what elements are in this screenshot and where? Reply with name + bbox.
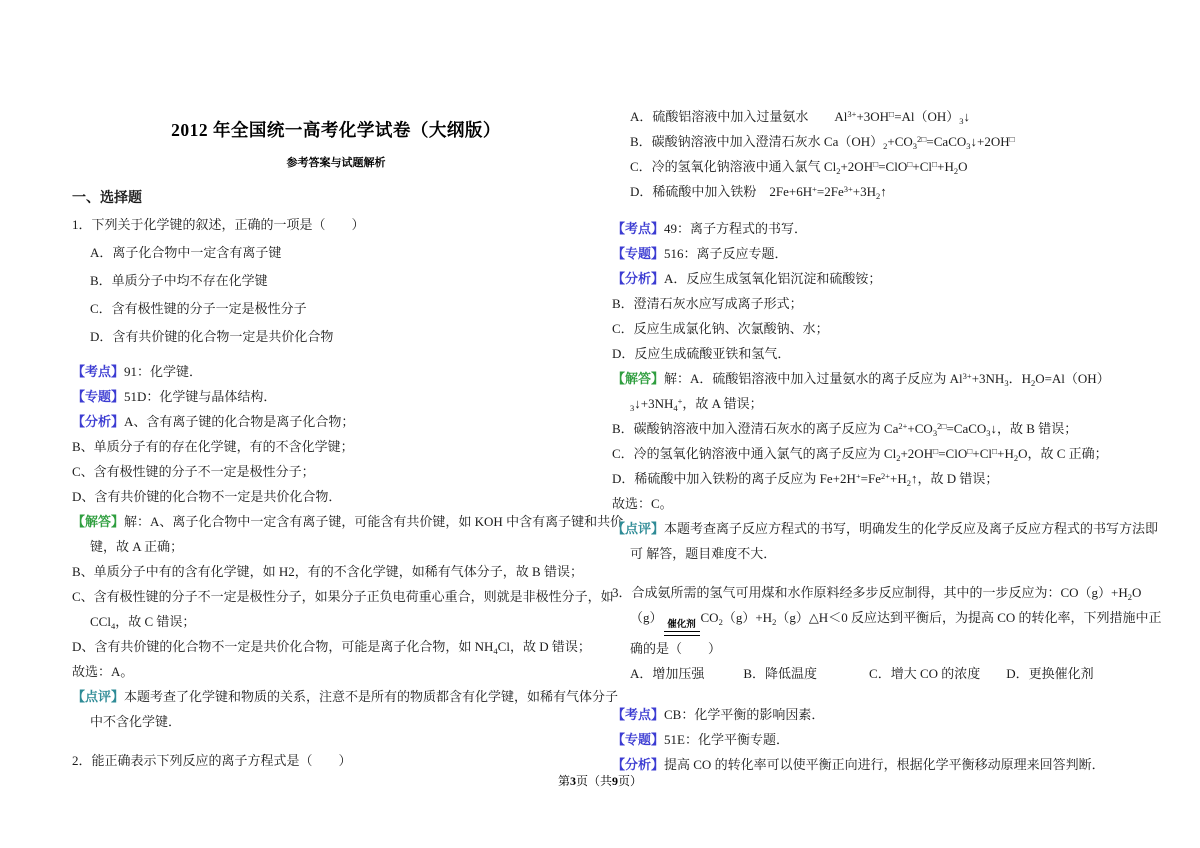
text-run: 一、选择题 xyxy=(72,191,142,206)
text-run: B．碳酸钠溶液中加入澄清石灰水的离子反应为 Ca xyxy=(612,421,899,436)
fenxi-line xyxy=(612,266,1146,291)
zhuanti-line xyxy=(612,241,1146,266)
kaodian-line xyxy=(72,359,600,384)
superscript: + xyxy=(812,184,817,194)
text-run: 中不含化学键． xyxy=(90,714,182,729)
text-run: D、含有共价键的化合物不一定是共价化合物． xyxy=(72,489,342,504)
question-1-stem xyxy=(72,211,600,239)
text-run: 本题考查离子反应方程式的书写，明确发生的化学反应及离子反应方程式的书写方法即 xyxy=(664,521,1159,536)
superscript: □ xyxy=(967,446,973,456)
text-line xyxy=(612,636,1146,661)
superscript: 3+ xyxy=(962,371,972,381)
text-run: D．含有共价键的化合物一定是共价化合物 xyxy=(90,329,334,344)
text-run: C．冷的氢氧化钠溶液中通入氯气 Cl xyxy=(630,159,837,174)
subscript: 4 xyxy=(110,621,116,631)
text-run: 故选：C。 xyxy=(612,496,673,511)
text-line xyxy=(612,441,1146,466)
bold-text-run: 3 xyxy=(569,774,576,788)
text-line xyxy=(612,541,1146,566)
text-run: 解：A、离子化合物中一定含有离子键，可能含有共价键，如 KOH 中含有离子键和共价 xyxy=(124,514,624,529)
superscript: 2□ xyxy=(937,421,947,431)
answer-line xyxy=(72,659,600,684)
superscript: □ xyxy=(889,109,895,119)
subscript: 2 xyxy=(836,166,841,176)
text-run: 页（共 xyxy=(575,774,612,788)
text-run: A．增加压强 B．降低温度 C．增大 CO 的浓度 D．更换催化剂 xyxy=(630,666,1094,681)
subscript: 3 xyxy=(959,116,964,126)
zhuanti-line xyxy=(612,727,1146,752)
text-run: （g）△H＜0 反应达到平衡后，为提高 CO 的转化率，下列措施中正 xyxy=(776,610,1162,625)
catalyst-text: 催化剂 xyxy=(667,620,696,630)
question-1-option-d xyxy=(72,323,600,351)
subscript: 3 xyxy=(630,403,635,413)
text-run: A、含有离子键的化合物是离子化合物； xyxy=(124,414,355,429)
text-line xyxy=(612,341,1146,366)
text-run: ↑ xyxy=(880,184,887,199)
spacer xyxy=(72,351,600,359)
tag-label: 【分析】 xyxy=(612,757,665,772)
superscript: □ xyxy=(873,159,879,169)
text-run: =ClO xyxy=(938,446,968,461)
fenxi-line xyxy=(72,409,600,434)
question-1-option-c xyxy=(72,295,600,323)
superscript: 2+ xyxy=(881,471,891,481)
text-run: CCl xyxy=(90,614,111,629)
text-run: +Cl xyxy=(972,446,992,461)
superscript: 2+ xyxy=(898,421,908,431)
subscript: 2 xyxy=(772,617,777,627)
text-line xyxy=(612,316,1146,341)
zhuanti-line xyxy=(72,384,600,409)
question-2-option-d xyxy=(612,179,1146,204)
subscript: 3 xyxy=(912,141,918,151)
subscript: 2 xyxy=(906,478,912,488)
tag-label: 【专题】 xyxy=(72,389,125,404)
question-2-option-c xyxy=(612,154,1146,179)
subscript: 2 xyxy=(896,453,901,463)
text-run: 49：离子方程式的书写． xyxy=(664,221,808,236)
superscript: □ xyxy=(907,159,913,169)
text-run: A．离子化合物中一定含有离子键 xyxy=(90,245,282,260)
subscript: 4 xyxy=(673,403,678,413)
document-subtitle: 参考答案与试题解析 xyxy=(286,157,386,169)
text-run: A．反应生成氢氧化铝沉淀和硫酸铵； xyxy=(664,271,882,286)
text-run: +3NH xyxy=(971,371,1005,386)
tag-label: 【解答】 xyxy=(612,371,665,386)
text-run: 可 解答，题目难度不大． xyxy=(630,546,777,561)
tag-label: 【专题】 xyxy=(612,246,665,261)
text-run: D．反应生成硫酸亚铁和氢气． xyxy=(612,346,791,361)
text-line xyxy=(72,609,600,634)
left-column-content xyxy=(72,186,624,773)
text-run: ．H xyxy=(1008,371,1031,386)
dianping-line xyxy=(612,516,1159,541)
document-title: 2012 年全国统一高考化学试卷（大纲版） xyxy=(171,120,501,140)
subscript: 4 xyxy=(493,646,498,656)
text-run: Cl，故 D 错误； xyxy=(497,639,591,654)
subscript: 3 xyxy=(986,428,991,438)
text-line xyxy=(72,459,600,484)
text-run: CO xyxy=(700,610,719,625)
text-run: O xyxy=(958,159,968,174)
text-line xyxy=(72,484,600,509)
text-line xyxy=(612,466,1146,491)
text-run: +H xyxy=(997,446,1014,461)
text-run: +2OH xyxy=(840,159,874,174)
text-run: C．含有极性键的分子一定是极性分子 xyxy=(90,301,307,316)
question-1-option-a xyxy=(72,239,600,267)
text-run: 1．下列关于化学键的叙述，正确的一项是（ ） xyxy=(72,217,365,232)
text-run: O=Al（OH） xyxy=(1035,371,1110,386)
text-run: +H xyxy=(890,471,907,486)
text-run: ↓+2OH xyxy=(970,134,1010,149)
superscript: □ xyxy=(1009,134,1015,144)
text-run: （g）+H xyxy=(722,610,773,625)
text-run: +Cl xyxy=(912,159,932,174)
tag-label: 【解答】 xyxy=(72,514,125,529)
question-2-stem xyxy=(72,748,600,773)
question-3-options xyxy=(612,661,1146,686)
text-run: D．稀硫酸中加入铁粉 2Fe+6H xyxy=(630,184,813,199)
text-run: =ClO xyxy=(878,159,908,174)
text-line xyxy=(72,434,600,459)
text-line xyxy=(72,584,614,609)
text-line xyxy=(612,605,1162,636)
spacer xyxy=(612,686,1146,702)
question-2-option-a xyxy=(612,104,1146,129)
left-column xyxy=(72,118,624,773)
text-run: ↓，故 B 错误； xyxy=(990,421,1078,436)
text-run: A．硫酸铝溶液中加入过量氨水 Al xyxy=(630,109,848,124)
catalyst-equilibrium-symbol xyxy=(664,620,700,636)
text-run: D、含有共价键的化合物不一定是共价化合物，可能是离子化合物，如 NH xyxy=(72,639,494,654)
text-run: B．单质分子中均不存在化学键 xyxy=(90,273,268,288)
subscript: 2 xyxy=(1127,592,1133,602)
text-run: CB：化学平衡的影响因素． xyxy=(664,707,825,722)
text-run: 51D：化学键与晶体结构． xyxy=(124,389,277,404)
text-run: =2Fe xyxy=(816,184,844,199)
subscript: 2 xyxy=(953,166,959,176)
text-run: C．反应生成氯化钠、次氯酸钠、水； xyxy=(612,321,829,336)
dianping-line xyxy=(72,684,619,709)
tag-label: 【分析】 xyxy=(72,414,125,429)
text-run: O，故 C 正确； xyxy=(1018,446,1108,461)
text-line xyxy=(612,291,1146,316)
section-heading xyxy=(72,186,600,211)
text-run: O xyxy=(1132,585,1142,600)
text-run: =CaCO xyxy=(946,421,987,436)
subscript: 2 xyxy=(718,617,723,627)
superscript: + xyxy=(855,471,861,481)
text-run: 91：化学键． xyxy=(124,364,203,379)
text-run: 键，故 A 正确； xyxy=(90,539,184,554)
subscript: 3 xyxy=(932,428,938,438)
question-1-option-b xyxy=(72,267,600,295)
text-run: 51E：化学平衡专题． xyxy=(664,732,789,747)
text-run: +3H xyxy=(852,184,877,199)
text-run: C、含有极性键的分子不一定是极性分子； xyxy=(72,464,315,479)
text-run: C、含有极性键的分子不一定是极性分子，如果分子正负电荷重心重合，则就是非极性分子，如 xyxy=(72,589,614,604)
subscript: 2 xyxy=(876,191,881,201)
page-footer xyxy=(0,773,1200,789)
text-run: ↑，故 D 错误； xyxy=(911,471,999,486)
question-3-stem xyxy=(612,580,1146,605)
text-line xyxy=(612,416,1146,441)
subscript: 3 xyxy=(1004,378,1009,388)
superscript: 3+ xyxy=(847,109,857,119)
text-run: 本题考查了化学键和物质的关系，注意不是所有的物质都含有化学键，如稀有气体分子 xyxy=(124,689,619,704)
tag-label: 【考点】 xyxy=(612,707,665,722)
kaodian-line xyxy=(612,702,1146,727)
text-run: D．稀硫酸中加入铁粉的离子反应为 Fe+2H xyxy=(612,471,856,486)
text-run: 第 xyxy=(557,774,570,788)
spacer xyxy=(72,734,600,748)
subscript: 2 xyxy=(883,141,888,151)
text-run: 提高 CO 的转化率可以使平衡正向进行，根据化学平衡移动原理来回答判断． xyxy=(664,757,1105,772)
bold-text-run: 9 xyxy=(612,774,618,788)
text-run: 确的是（ ） xyxy=(630,641,722,656)
text-run: +3OH xyxy=(856,109,890,124)
text-line xyxy=(72,634,600,659)
subscript: 3 xyxy=(966,141,971,151)
superscript: □ xyxy=(932,159,938,169)
superscript: □ xyxy=(933,446,939,456)
superscript: + xyxy=(677,396,683,406)
text-run: +CO xyxy=(887,134,913,149)
text-line xyxy=(72,709,600,734)
text-run: B、单质分子有的存在化学键，有的不含化学键； xyxy=(72,439,354,454)
tag-label: 【点评】 xyxy=(612,521,665,536)
text-run: 故选：A。 xyxy=(72,664,134,679)
text-run: （g） xyxy=(630,610,663,625)
superscript: 2□ xyxy=(917,134,927,144)
jieda-line xyxy=(72,509,624,534)
answer-line xyxy=(612,491,1146,516)
text-run: +2OH xyxy=(900,446,934,461)
text-run: +CO xyxy=(907,421,933,436)
jieda-line xyxy=(612,366,1146,391)
text-run: B．碳酸钠溶液中加入澄清石灰水 Ca（OH） xyxy=(630,134,884,149)
spacer xyxy=(612,566,1146,580)
text-run: =CaCO xyxy=(926,134,967,149)
text-line xyxy=(72,534,600,559)
right-column xyxy=(612,88,1162,777)
text-run: 3．合成氨所需的氢气可用煤和水作原料经多步反应制得，其中的一步反应为：CO（g）+H xyxy=(612,585,1128,600)
text-run: B、单质分子中有的含有化学键，如 H2，有的不含化学键，如稀有气体分子，故 B 错误； xyxy=(72,564,583,579)
tag-label: 【考点】 xyxy=(612,221,665,236)
text-line xyxy=(612,391,1146,416)
text-run: 516：离子反应专题． xyxy=(664,246,788,261)
text-run: B．澄清石灰水应写成离子形式； xyxy=(612,296,803,311)
kaodian-line xyxy=(612,216,1146,241)
subscript: 2 xyxy=(1013,453,1019,463)
text-run: =Fe xyxy=(860,471,881,486)
text-run: 页） xyxy=(618,774,643,788)
tag-label: 【点评】 xyxy=(72,689,125,704)
text-run: 解：A．硫酸铝溶液中加入过量氨水的离子反应为 Al xyxy=(664,371,963,386)
text-run: +H xyxy=(937,159,954,174)
spacer xyxy=(612,204,1146,216)
text-run: C．冷的氢氧化钠溶液中通入氯气的离子反应为 Cl xyxy=(612,446,897,461)
text-run: 2．能正确表示下列反应的离子方程式是（ ） xyxy=(72,753,352,768)
text-run: ，故 C 错误； xyxy=(115,614,196,629)
text-line xyxy=(72,559,600,584)
tag-label: 【考点】 xyxy=(72,364,125,379)
text-run: ↓ xyxy=(963,109,971,124)
tag-label: 【分析】 xyxy=(612,271,665,286)
subscript: 2 xyxy=(1030,378,1036,388)
text-run: ↓+3NH xyxy=(634,396,674,411)
superscript: 3+ xyxy=(843,184,853,194)
superscript: □ xyxy=(992,446,998,456)
tag-label: 【专题】 xyxy=(612,732,665,747)
text-run: ，故 A 错误； xyxy=(682,396,763,411)
right-column-content xyxy=(612,104,1162,777)
question-2-option-b xyxy=(612,129,1146,154)
text-run: =Al（OH） xyxy=(894,109,960,124)
